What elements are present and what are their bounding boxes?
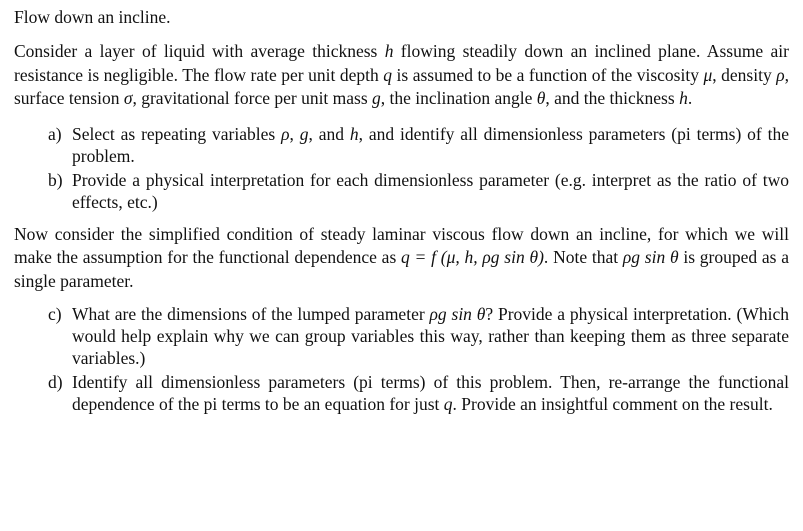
question-list-ab bbox=[14, 123, 789, 213]
question-b bbox=[14, 169, 789, 213]
lumped-parameter: ρg sin θ bbox=[429, 304, 486, 324]
var-h: h bbox=[679, 88, 688, 108]
text-span: flowing steadily down an inclined plane. Assume air resistance is negligible. The flow rate per unit depth bbox=[14, 41, 789, 85]
text-span: Select as repeating variables bbox=[72, 123, 282, 144]
question-label: b) bbox=[48, 169, 63, 190]
text-span: ? Provide a physical interpretation. (Which would help explain why we can group variables this way, rather than keeping them as three separate variables.) bbox=[72, 304, 789, 368]
var-sigma: σ bbox=[123, 88, 133, 108]
question-d bbox=[14, 371, 789, 415]
var-theta: θ bbox=[536, 88, 546, 108]
problem-statement bbox=[14, 40, 789, 111]
text-span: , the inclination angle bbox=[380, 88, 537, 108]
text-span: , gravitational force per unit mass bbox=[132, 88, 373, 108]
var-h: h bbox=[349, 123, 359, 144]
question-label: c) bbox=[48, 304, 62, 324]
var-q: q bbox=[383, 64, 393, 85]
text-span: , surface tension bbox=[14, 64, 789, 108]
var-g: g bbox=[299, 123, 309, 144]
var-g: g bbox=[372, 88, 381, 108]
text-span: . bbox=[687, 88, 693, 108]
var-mu: μ bbox=[703, 64, 713, 85]
text-span: , and the thickness bbox=[545, 88, 680, 108]
text-span: . Note that bbox=[543, 247, 623, 267]
text-span: . Provide an insightful comment on the result. bbox=[452, 394, 773, 414]
question-c bbox=[14, 303, 789, 369]
text-span: , density bbox=[712, 64, 777, 85]
question-text: Provide a physical interpretation for each dimensionless parameter (e.g. interpret as the ratio of two effects, etc.) bbox=[72, 169, 789, 212]
question-list-cd bbox=[14, 303, 789, 415]
lumped-parameter: ρg sin θ bbox=[622, 247, 679, 267]
var-rho: ρ bbox=[281, 123, 290, 144]
text-span: Identify all dimensionless parameters (pi terms) of this problem. Then, re-arrange the functional dependence of the pi terms to be an equation for just bbox=[72, 372, 789, 414]
text-span: Consider a layer of liquid with average thickness bbox=[14, 41, 385, 61]
functional-equation: q = f (μ, h, ρg sin θ) bbox=[401, 247, 544, 267]
question-label: d) bbox=[48, 372, 63, 392]
question-label: a) bbox=[48, 123, 62, 144]
var-q: q bbox=[443, 394, 453, 414]
var-rho: ρ bbox=[776, 64, 785, 85]
text-span: , and identify all dimensionless parameters (pi terms) of the problem. bbox=[72, 123, 789, 166]
var-h: h bbox=[384, 41, 394, 61]
text-span: is grouped as a single parameter. bbox=[14, 247, 789, 291]
text-span: is assumed to be a function of the viscosity bbox=[392, 64, 704, 85]
text-span: Now consider the simplified condition of steady laminar viscous flow down an incline, for which we will make the assumption for the functional dependence as bbox=[14, 223, 789, 267]
text-span: , bbox=[289, 123, 300, 144]
simplified-statement bbox=[14, 223, 789, 294]
text-span: , and bbox=[308, 123, 350, 144]
text-span: What are the dimensions of the lumped parameter bbox=[72, 304, 430, 324]
question-a bbox=[14, 123, 789, 167]
problem-title: Flow down an incline. bbox=[14, 7, 171, 27]
